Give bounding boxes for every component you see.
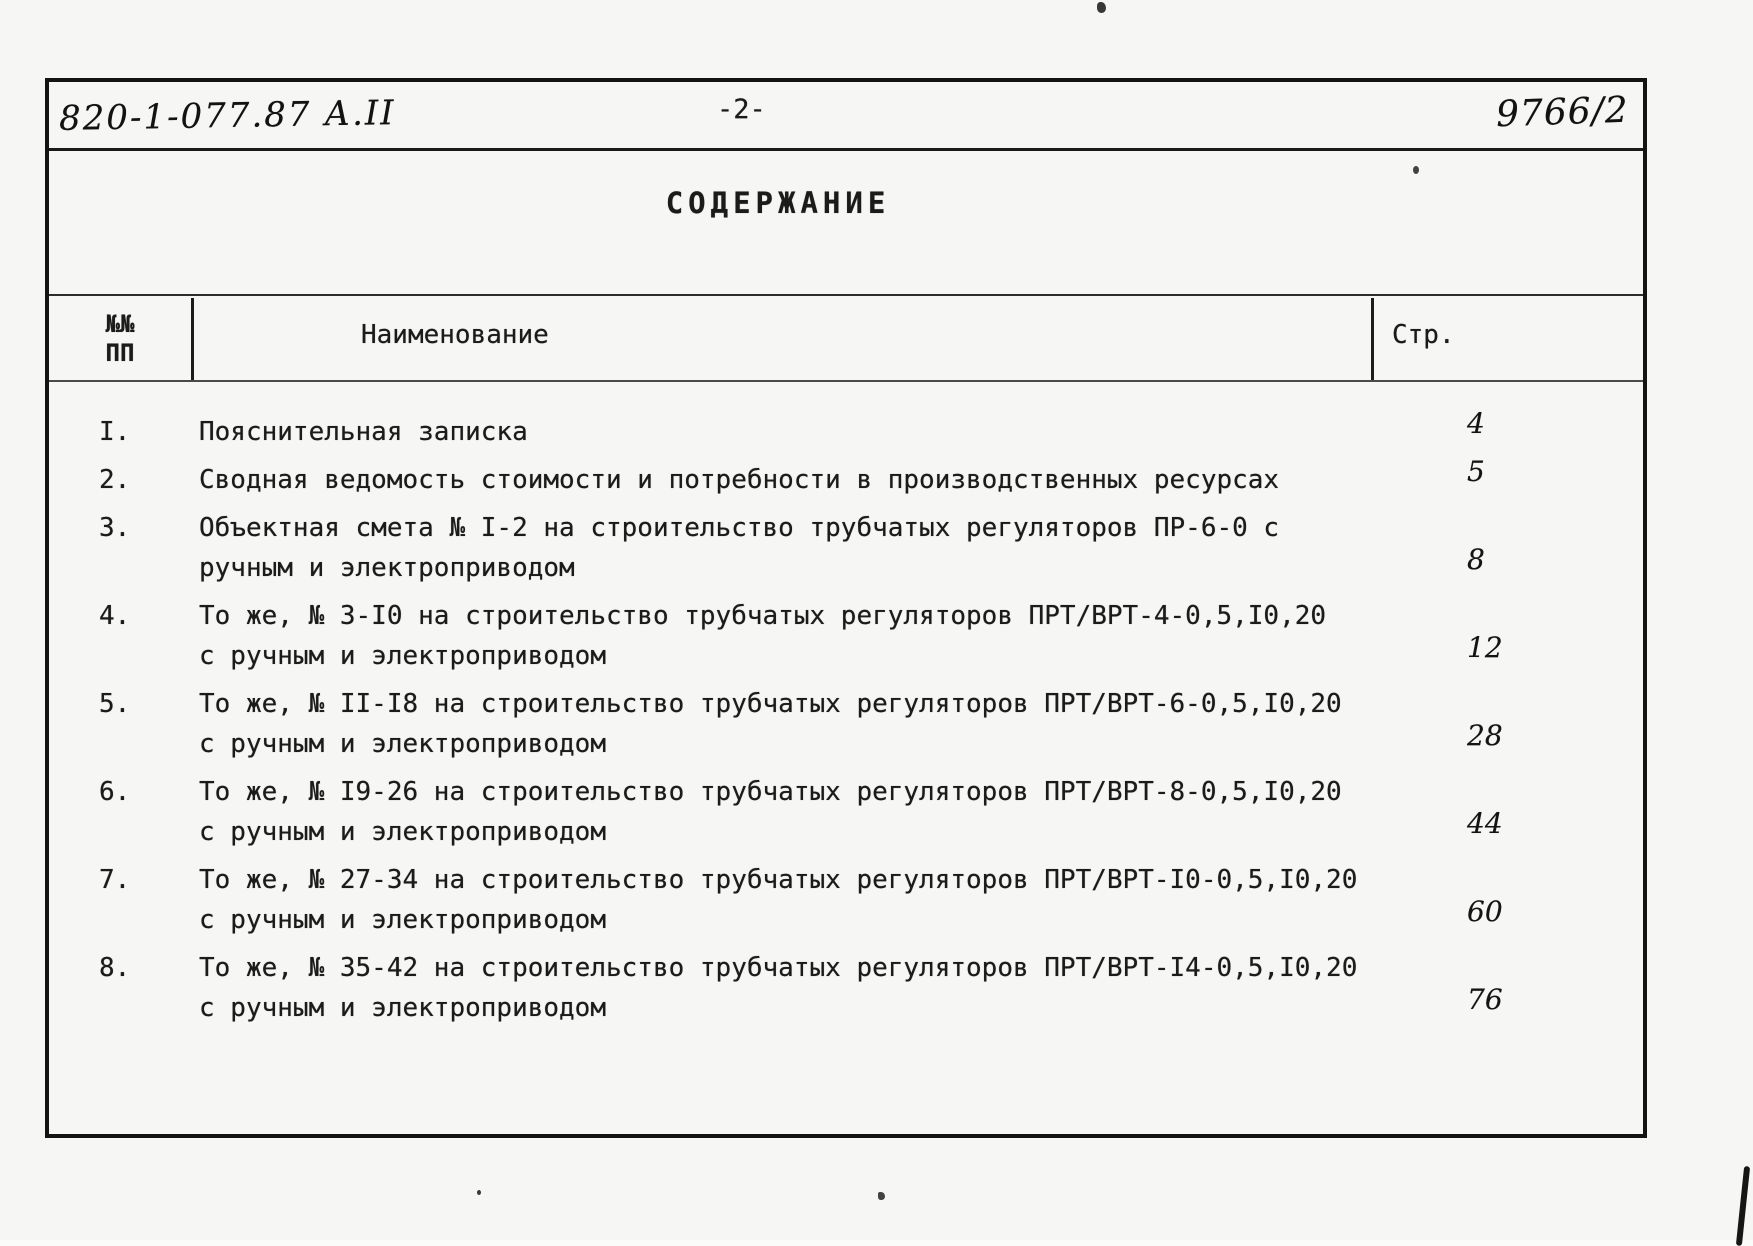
row-title [199, 508, 1403, 588]
table-row [49, 455, 1643, 500]
document-border-frame [45, 78, 1647, 1138]
row-title-line: Пояснительная записка [199, 417, 528, 447]
toc-rows [49, 382, 1643, 1134]
row-page-number: 4 [1467, 407, 1485, 440]
doc-number-handwritten: 820-1-077.87 А.II [58, 93, 397, 139]
row-title [199, 860, 1403, 940]
row-number: 4. [99, 601, 131, 631]
row-page-number: 76 [1467, 983, 1503, 1016]
table-row [49, 772, 1643, 852]
table-row [49, 508, 1643, 588]
scan-speck-icon [1413, 166, 1419, 174]
row-page-number: 60 [1467, 895, 1503, 928]
toc-table-header [49, 294, 1643, 382]
row-title-line: ручным и электроприводом [199, 553, 575, 583]
table-row [49, 860, 1643, 940]
archive-number-handwritten: 9766/2 [1495, 89, 1630, 136]
row-title-line: То же, № I9-26 на строительство трубчатых регуляторов ПРТ/ВРТ-8-0,5,I0,20 [199, 777, 1342, 807]
scan-speck-icon [477, 1190, 481, 1195]
row-title-line: То же, № 27-34 на строительство трубчатых регуляторов ПРТ/ВРТ-I0-0,5,I0,20 [199, 865, 1358, 895]
column-divider-right [1371, 298, 1374, 380]
row-title-line: То же, № II-I8 на строительство трубчатых регуляторов ПРТ/ВРТ-6-0,5,I0,20 [199, 689, 1342, 719]
scan-ink-stroke [1736, 1166, 1750, 1246]
row-number: 2. [99, 465, 131, 495]
table-row [49, 596, 1643, 676]
column-header-number-line2: ПП [105, 339, 135, 367]
row-page-number: 8 [1467, 543, 1485, 576]
column-divider-left [191, 298, 194, 380]
row-number: 6. [99, 777, 131, 807]
scan-speck-icon [1097, 2, 1106, 13]
row-number: 8. [99, 953, 131, 983]
column-header-number [49, 310, 191, 368]
row-page-number: 5 [1467, 455, 1485, 488]
row-title-line: с ручным и электроприводом [199, 729, 606, 759]
row-page-number: 12 [1467, 631, 1503, 664]
row-title-line: Сводная ведомость стоимости и потребности в производственных ресурсах [199, 465, 1280, 495]
scan-speck-icon [878, 1192, 885, 1200]
row-title [199, 412, 1403, 452]
row-title [199, 948, 1403, 1028]
row-title-line: с ручным и электроприводом [199, 641, 606, 671]
row-title [199, 684, 1403, 764]
column-header-name: Наименование [361, 320, 549, 350]
table-row [49, 684, 1643, 764]
row-title-line: То же, № 3-I0 на строительство трубчатых регуляторов ПРТ/ВРТ-4-0,5,I0,20 [199, 601, 1327, 631]
row-title-line: с ручным и электроприводом [199, 905, 606, 935]
top-header-strip [49, 82, 1643, 151]
row-title-line: То же, № 35-42 на строительство трубчатых регуляторов ПРТ/ВРТ-I4-0,5,I0,20 [199, 953, 1358, 983]
row-number: 5. [99, 689, 131, 719]
page-number-marker: -2- [717, 94, 766, 125]
table-row [49, 948, 1643, 1028]
row-number: 3. [99, 513, 131, 543]
row-title-line: с ручным и электроприводом [199, 993, 606, 1023]
document-title-text: СОДЕРЖАНИЕ [665, 186, 891, 220]
row-page-number: 44 [1467, 807, 1503, 840]
row-title [199, 460, 1403, 500]
column-header-page: Стр. [1392, 320, 1455, 350]
row-title [199, 772, 1403, 852]
column-header-number-line1: №№ [105, 310, 135, 338]
row-title-line: Объектная смета № I-2 на строительство трубчатых регуляторов ПР-6-0 с [199, 513, 1280, 543]
row-page-number: 28 [1467, 719, 1503, 752]
row-number: 7. [99, 865, 131, 895]
table-row [49, 407, 1643, 452]
document-title [49, 186, 1643, 220]
row-title [199, 596, 1403, 676]
row-number: I. [99, 417, 131, 447]
row-title-line: с ручным и электроприводом [199, 817, 606, 847]
